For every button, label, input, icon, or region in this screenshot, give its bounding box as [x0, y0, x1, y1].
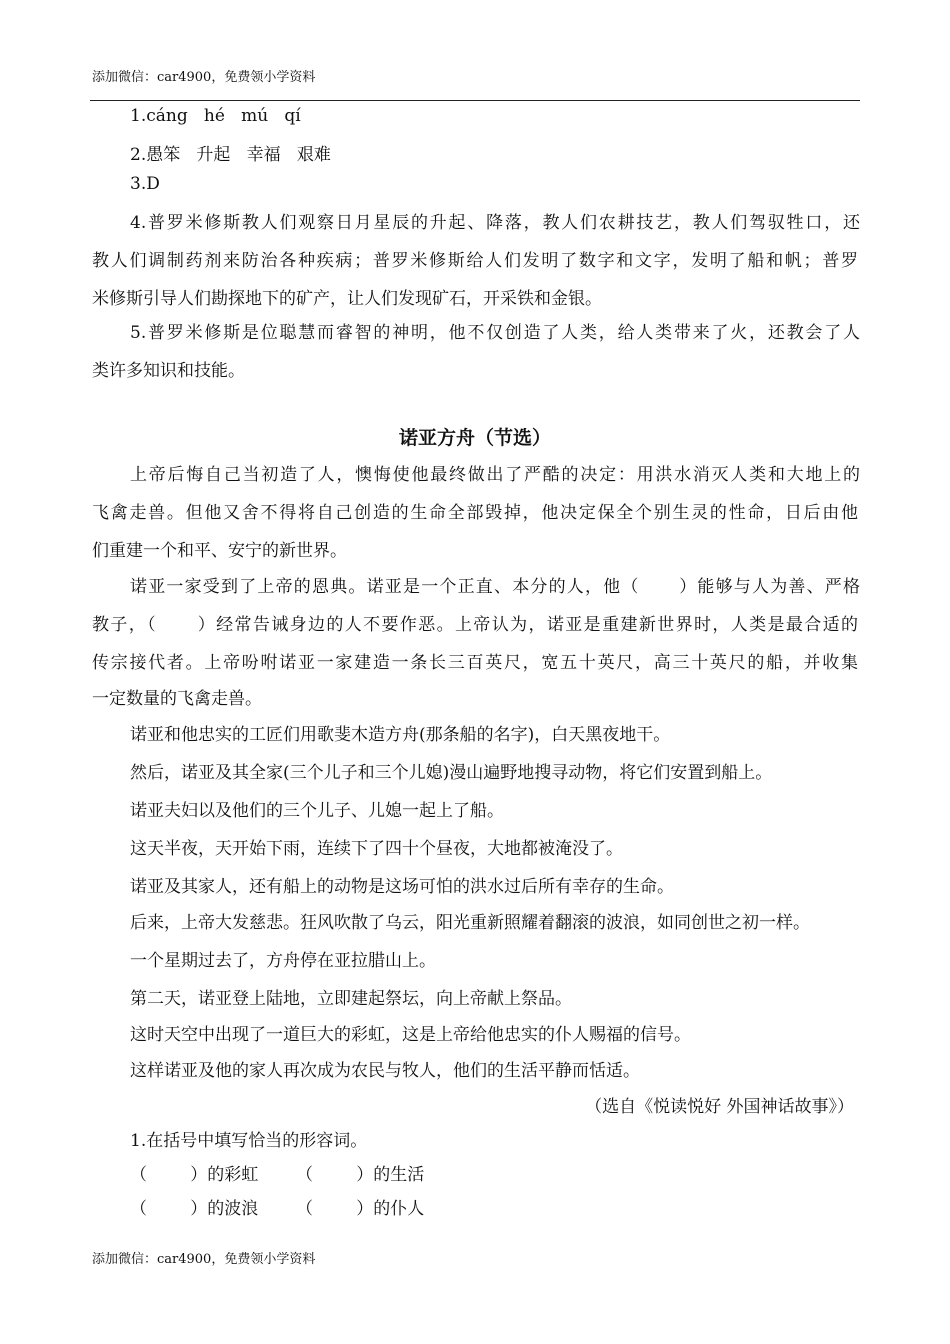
passage-p12: 这样诺亚及他的家人再次成为农民与牧人，他们的生活平静而恬适。: [130, 1061, 640, 1081]
passage-p9: 一个星期过去了，方舟停在亚拉腊山上。: [130, 951, 436, 971]
passage-p6: 这天半夜，天开始下雨，连续下了四十个昼夜，大地都被淹没了。: [130, 839, 623, 859]
question-1-row-1: （ ）的彩虹 （ ）的生活: [130, 1165, 425, 1185]
passage-p2-line-4: 一定数量的飞禽走兽。: [92, 689, 262, 709]
passage-p1-line-2: 飞禽走兽。但他又舍不得将自己创造的生命全部毁掉，他决定保全个别生灵的性命，日后由他: [92, 503, 858, 523]
answer-5-line-1: 5.普罗米修斯是位聪慧而睿智的神明，他不仅创造了人类，给人类带来了火，还教会了人: [130, 323, 860, 343]
answer-3: 3.D: [130, 174, 160, 194]
page-header: 添加微信：car4900，免费领小学资料: [92, 70, 316, 85]
question-1-row-2: （ ）的波浪 （ ）的仆人: [130, 1199, 425, 1219]
passage-p2-line-3: 传宗接代者。上帝吩咐诺亚一家建造一条长三百英尺，宽五十英尺，高三十英尺的船，并收集: [92, 653, 858, 673]
passage-source: （选自《悦读悦好 外国神话故事》）: [585, 1097, 854, 1117]
question-1: 1.在括号中填写恰当的形容词。: [130, 1131, 368, 1151]
passage-p3: 诺亚和他忠实的工匠们用歌斐木造方舟(那条船的名字)，白天黑夜地干。: [130, 725, 671, 745]
passage-p2-line-2: 教子，（ ）经常告诫身边的人不要作恶。上帝认为，诺亚是重建新世界时，人类是最合适的: [92, 615, 858, 635]
answer-2: 2.愚笨 升起 幸福 艰难: [130, 145, 331, 165]
answer-4-line-2: 教人们调制药剂来防治各种疾病；普罗米修斯给人们发明了数字和文字，发明了船和帆；普罗: [92, 251, 858, 271]
passage-p1-line-3: 们重建一个和平、安宁的新世界。: [92, 541, 347, 561]
passage-p5: 诺亚夫妇以及他们的三个儿子、儿媳一起上了船。: [130, 801, 504, 821]
passage-title: 诺亚方舟（节选）: [398, 427, 551, 449]
passage-p8: 后来，上帝大发慈悲。狂风吹散了乌云，阳光重新照耀着翻滚的波浪，如同创世之初一样。: [130, 913, 810, 933]
passage-p11: 这时天空中出现了一道巨大的彩虹，这是上帝给他忠实的仆人赐福的信号。: [130, 1025, 691, 1045]
passage-p1-line-1: 上帝后悔自己当初造了人，懊悔使他最终做出了严酷的决定：用洪水消灭人类和大地上的: [130, 465, 860, 485]
passage-p10: 第二天，诺亚登上陆地，立即建起祭坛，向上帝献上祭品。: [130, 989, 572, 1009]
answer-5-line-2: 类许多知识和技能。: [92, 361, 245, 381]
answer-1: 1.cáng hé mú qí: [130, 106, 301, 126]
passage-p4: 然后，诺亚及其全家(三个儿子和三个儿媳)漫山遍野地搜寻动物，将它们安置到船上。: [130, 763, 773, 783]
passage-p2-line-1: 诺亚一家受到了上帝的恩典。诺亚是一个正直、本分的人，他（ ）能够与人为善、严格: [130, 577, 860, 597]
answer-4-line-3: 米修斯引导人们勘探地下的矿产，让人们发现矿石，开采铁和金银。: [92, 289, 602, 309]
passage-p7: 诺亚及其家人，还有船上的动物是这场可怕的洪水过后所有幸存的生命。: [130, 877, 674, 897]
page-footer: 添加微信：car4900，免费领小学资料: [92, 1252, 316, 1267]
answer-4-line-1: 4.普罗米修斯教人们观察日月星辰的升起、降落，教人们农耕技艺，教人们驾驭牲口，还: [130, 213, 860, 233]
header-divider: [90, 100, 860, 101]
